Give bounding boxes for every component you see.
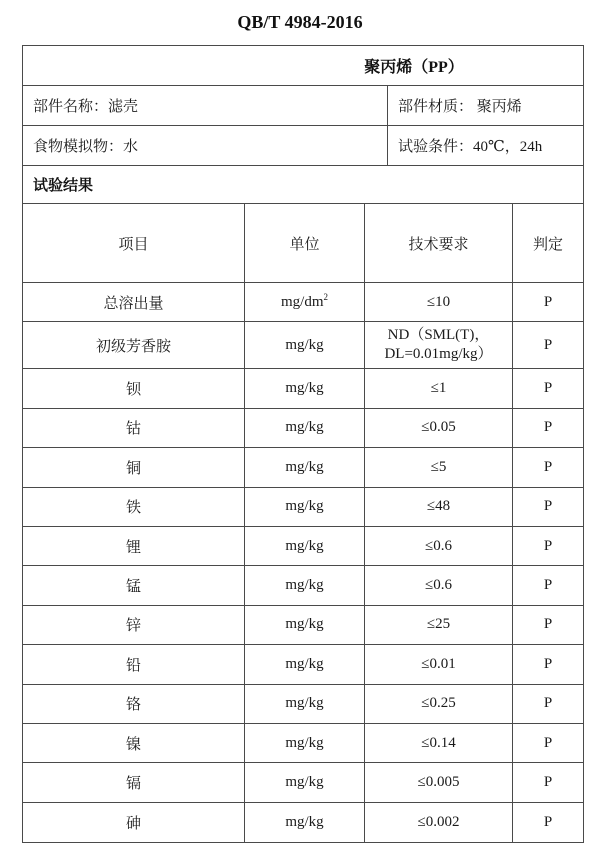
unit-cell	[245, 803, 365, 842]
item-name: 铜	[125, 460, 141, 477]
verdict-value: P	[543, 419, 553, 436]
item-cell	[23, 566, 245, 604]
requirement-lines	[421, 694, 455, 713]
item-name: 锰	[125, 579, 141, 596]
results-body	[23, 283, 583, 842]
unit-cell	[245, 283, 365, 321]
item-name: 锌	[125, 618, 141, 635]
verdict-cell	[513, 606, 583, 644]
food-simulant-cell	[23, 126, 388, 165]
requirement-line: ≤1	[430, 380, 447, 397]
unit-text	[285, 337, 323, 354]
requirement-cell	[365, 803, 513, 842]
unit-text	[280, 291, 328, 311]
requirement-line: ≤10	[426, 293, 451, 310]
item-cell	[23, 724, 245, 762]
item-name: 镉	[125, 775, 141, 792]
item-cell	[23, 488, 245, 526]
unit-cell	[245, 527, 365, 565]
results-heading-cell	[23, 166, 583, 203]
verdict-value: P	[543, 293, 553, 310]
requirement-cell	[365, 409, 513, 447]
requirement-lines	[425, 537, 452, 556]
unit-cell	[245, 448, 365, 486]
unit-base: mg/kg	[285, 773, 324, 790]
unit-text	[285, 814, 323, 831]
requirement-line: ≤0.6	[425, 577, 452, 594]
item-cell	[23, 645, 245, 683]
item-cell	[23, 527, 245, 565]
requirement-lines	[418, 773, 460, 792]
verdict-value: P	[543, 380, 553, 397]
table-row	[23, 566, 583, 605]
column-header-label: 单位	[289, 236, 320, 253]
unit-text	[285, 459, 323, 476]
verdict-value: P	[543, 773, 553, 790]
requirement-cell	[365, 645, 513, 683]
unit-text	[285, 419, 323, 436]
column-header-requirement	[365, 204, 513, 282]
requirement-cell	[365, 448, 513, 486]
requirement-cell	[365, 527, 513, 565]
table-row	[23, 763, 583, 802]
requirement-line: ≤25	[426, 616, 451, 633]
part-info-row	[23, 86, 583, 126]
verdict-cell	[513, 685, 583, 723]
requirement-line: ≤0.002	[417, 813, 460, 830]
item-name: 铁	[125, 500, 141, 517]
test-conditions-cell	[388, 126, 583, 165]
verdict-value: P	[543, 537, 553, 554]
item-name: 初级芳香胺	[95, 338, 171, 355]
standard-code-title: QB/T 4984-2016	[237, 12, 363, 32]
unit-text	[285, 498, 323, 515]
table-row	[23, 606, 583, 645]
requirement-lines	[431, 379, 447, 398]
item-cell	[23, 448, 245, 486]
unit-text	[285, 380, 323, 397]
item-cell	[23, 763, 245, 801]
results-heading-row	[23, 166, 583, 204]
table-row	[23, 322, 583, 369]
requirement-cell	[365, 488, 513, 526]
item-cell	[23, 685, 245, 723]
unit-cell	[245, 566, 365, 604]
item-cell	[23, 369, 245, 407]
requirement-lines	[427, 497, 450, 516]
item-name: 镍	[125, 736, 141, 753]
column-header-unit	[245, 204, 365, 282]
food-simulant: 食物模拟物：水	[33, 139, 139, 155]
verdict-cell	[513, 448, 583, 486]
verdict-value: P	[543, 813, 553, 830]
verdict-cell	[513, 409, 583, 447]
unit-base: mg/kg	[285, 577, 324, 594]
verdict-cell	[513, 645, 583, 683]
requirement-line: DL=0.01mg/kg）	[384, 346, 493, 363]
unit-text	[285, 695, 323, 712]
item-name: 铅	[125, 657, 141, 674]
verdict-cell	[513, 283, 583, 321]
column-header-item	[23, 204, 245, 282]
unit-cell	[245, 369, 365, 407]
table-row	[23, 527, 583, 566]
table-row	[23, 803, 583, 842]
verdict-value: P	[543, 498, 553, 515]
column-header-label: 判定	[532, 236, 563, 253]
requirement-cell	[365, 283, 513, 321]
unit-cell	[245, 488, 365, 526]
verdict-cell	[513, 763, 583, 801]
results-header-row	[23, 204, 583, 283]
requirement-line: ≤0.05	[421, 419, 456, 436]
unit-superscript: 2	[323, 291, 328, 302]
item-cell	[23, 803, 245, 842]
requirement-lines	[418, 813, 460, 832]
item-cell	[23, 409, 245, 447]
material-title-text: 聚丙烯（PP）	[364, 59, 464, 76]
verdict-cell	[513, 488, 583, 526]
part-material: 部件材质： 聚丙烯	[398, 99, 522, 115]
verdict-cell	[513, 724, 583, 762]
requirement-line: ≤5	[430, 458, 447, 475]
unit-cell	[245, 645, 365, 683]
table-row	[23, 369, 583, 408]
unit-base: mg/kg	[285, 380, 324, 397]
part-name: 部件名称：滤壳	[33, 99, 139, 115]
requirement-cell	[365, 685, 513, 723]
unit-cell	[245, 606, 365, 644]
requirement-lines	[427, 615, 450, 634]
unit-base: mg/kg	[285, 734, 324, 751]
column-header-label: 技术要求	[408, 236, 469, 253]
part-name-cell	[23, 86, 388, 125]
unit-text	[285, 616, 323, 633]
unit-cell	[245, 322, 365, 368]
test-report-table	[22, 45, 584, 843]
requirement-cell	[365, 322, 513, 368]
table-row	[23, 685, 583, 724]
unit-base: mg/kg	[285, 336, 324, 353]
item-cell	[23, 606, 245, 644]
table-row	[23, 724, 583, 763]
verdict-cell	[513, 566, 583, 604]
requirement-lines	[421, 734, 455, 753]
unit-base: mg/kg	[285, 419, 324, 436]
requirement-lines	[425, 576, 452, 595]
requirement-lines	[384, 326, 492, 364]
unit-text	[285, 538, 323, 555]
unit-text	[285, 656, 323, 673]
unit-text	[285, 774, 323, 791]
requirement-line: ≤0.25	[421, 695, 456, 712]
unit-base: mg/kg	[285, 695, 324, 712]
item-name: 总溶出量	[103, 295, 164, 312]
material-title	[245, 46, 583, 85]
verdict-value: P	[543, 695, 553, 712]
requirement-lines	[421, 418, 455, 437]
requirement-line: ≤0.005	[417, 773, 460, 790]
verdict-value: P	[543, 336, 553, 353]
unit-base: mg/kg	[285, 458, 324, 475]
test-conditions: 试验条件：40℃，24h	[398, 139, 543, 155]
unit-base: mg/kg	[285, 498, 324, 515]
verdict-value: P	[543, 458, 553, 475]
requirement-cell	[365, 763, 513, 801]
requirement-line: ≤0.6	[425, 537, 452, 554]
unit-cell	[245, 724, 365, 762]
results-heading: 试验结果	[33, 178, 94, 194]
title-spacer	[23, 46, 245, 85]
requirement-line: ≤0.01	[421, 655, 456, 672]
item-name: 锂	[125, 539, 141, 556]
requirement-cell	[365, 606, 513, 644]
part-material-cell	[388, 86, 583, 125]
verdict-cell	[513, 527, 583, 565]
requirement-cell	[365, 369, 513, 407]
table-row	[23, 488, 583, 527]
item-name: 钡	[125, 382, 141, 399]
requirement-line: ≤0.14	[421, 734, 456, 751]
unit-base: mg/kg	[285, 813, 324, 830]
item-name: 钴	[125, 421, 141, 438]
item-cell	[23, 283, 245, 321]
verdict-cell	[513, 322, 583, 368]
unit-base: mg/kg	[285, 655, 324, 672]
item-name: 砷	[125, 815, 141, 832]
verdict-value: P	[543, 577, 553, 594]
requirement-line: ND（SML(T)，	[387, 327, 490, 344]
unit-cell	[245, 685, 365, 723]
unit-text	[285, 577, 323, 594]
table-row	[23, 283, 583, 322]
requirement-cell	[365, 724, 513, 762]
unit-base: mg/dm	[280, 293, 324, 310]
verdict-cell	[513, 369, 583, 407]
column-header-label: 项目	[118, 236, 149, 253]
requirement-line: ≤48	[426, 498, 451, 515]
column-header-verdict	[513, 204, 583, 282]
requirement-lines	[431, 458, 447, 477]
table-row	[23, 645, 583, 684]
unit-text	[285, 735, 323, 752]
requirement-lines	[421, 655, 455, 674]
verdict-cell	[513, 803, 583, 842]
item-name: 铬	[125, 697, 141, 714]
material-title-row	[23, 46, 583, 86]
table-row	[23, 409, 583, 448]
verdict-value: P	[543, 655, 553, 672]
unit-cell	[245, 409, 365, 447]
requirement-cell	[365, 566, 513, 604]
item-cell	[23, 322, 245, 368]
verdict-value: P	[543, 616, 553, 633]
verdict-value: P	[543, 734, 553, 751]
unit-base: mg/kg	[285, 537, 324, 554]
unit-base: mg/kg	[285, 616, 324, 633]
unit-cell	[245, 763, 365, 801]
requirement-lines	[427, 293, 450, 312]
test-info-row	[23, 126, 583, 166]
table-row	[23, 448, 583, 487]
